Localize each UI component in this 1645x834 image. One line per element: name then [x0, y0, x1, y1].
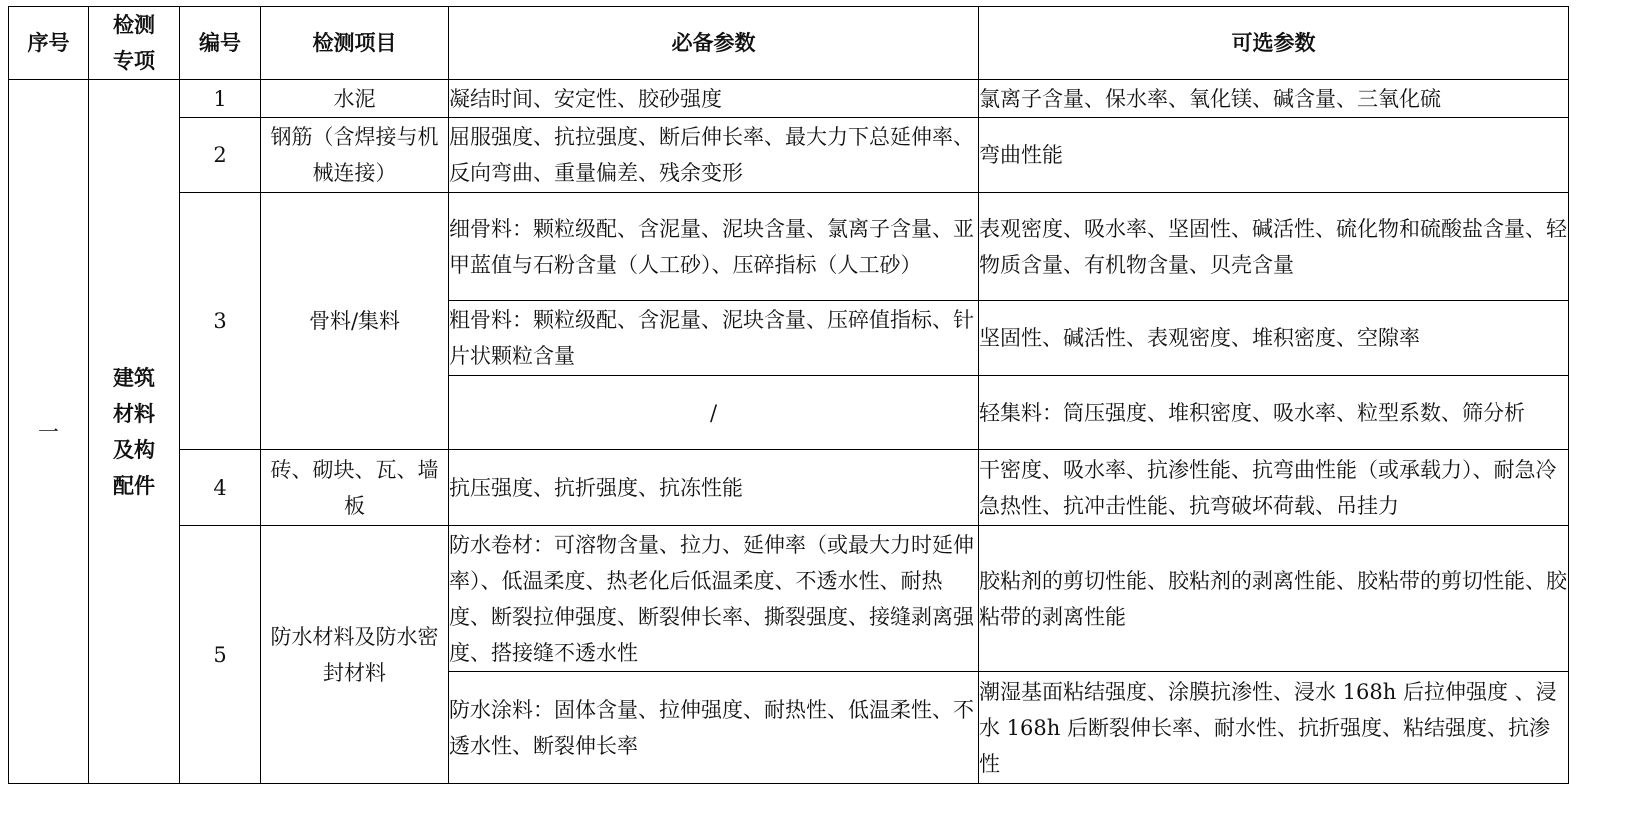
row-item: 防水材料及防水密封材料	[261, 526, 449, 784]
row-optional: 氯离子含量、保水率、氧化镁、碱含量、三氧化硫	[979, 80, 1569, 118]
row-required: 防水卷材：可溶物含量、拉力、延伸率（或最大力时延伸率）、低温柔度、热老化后低温柔度、不透水性、耐热度、断裂拉伸强度、断裂伸长率、撕裂强度、接缝剥离强度、搭接缝不透水性	[449, 526, 979, 672]
row-code: 4	[180, 450, 261, 526]
row-code: 3	[180, 193, 261, 450]
row-required: 屈服强度、抗拉强度、断后伸长率、最大力下总延伸率、反向弯曲、重量偏差、残余变形	[449, 118, 979, 193]
header-optional: 可选参数	[979, 7, 1569, 80]
row-optional: 轻集料：筒压强度、堆积密度、吸水率、粒型系数、筛分析	[979, 376, 1569, 450]
row-required: 凝结时间、安定性、胶砂强度	[449, 80, 979, 118]
row-optional: 坚固性、碱活性、表观密度、堆积密度、空隙率	[979, 301, 1569, 376]
row-optional: 弯曲性能	[979, 118, 1569, 193]
group-name	[89, 80, 180, 784]
row-code: 5	[180, 526, 261, 784]
row-required: 细骨料：颗粒级配、含泥量、泥块含量、氯离子含量、亚甲蓝值与石粉含量（人工砂）、压碎指标（人工砂）	[449, 193, 979, 301]
row-code: 2	[180, 118, 261, 193]
table-row	[9, 80, 1569, 118]
header-row	[9, 7, 1569, 80]
row-optional: 胶粘剂的剪切性能、胶粘剂的剥离性能、胶粘带的剪切性能、胶粘带的剥离性能	[979, 526, 1569, 672]
row-item: 砖、砌块、瓦、墙板	[261, 450, 449, 526]
row-optional: 干密度、吸水率、抗渗性能、抗弯曲性能（或承载力）、耐急冷急热性、抗冲击性能、抗弯破坏荷载、吊挂力	[979, 450, 1569, 526]
group-name-line: 及构	[113, 437, 155, 462]
table-row	[9, 193, 1569, 301]
header-special-line2: 专项	[113, 49, 155, 73]
table-row	[9, 118, 1569, 193]
table-row	[9, 526, 1569, 672]
header-special-line1: 检测	[113, 13, 155, 37]
row-optional: 表观密度、吸水率、坚固性、碱活性、硫化物和硫酸盐含量、轻物质含量、有机物含量、贝壳含量	[979, 193, 1569, 301]
group-name-line: 材料	[113, 401, 155, 426]
header-code: 编号	[180, 7, 261, 80]
row-item: 水泥	[261, 80, 449, 118]
row-item: 钢筋（含焊接与机械连接）	[261, 118, 449, 193]
header-required: 必备参数	[449, 7, 979, 80]
row-required: 防水涂料：固体含量、拉伸强度、耐热性、低温柔性、不透水性、断裂伸长率	[449, 672, 979, 784]
row-item: 骨料/集料	[261, 193, 449, 450]
header-item: 检测项目	[261, 7, 449, 80]
header-special	[89, 7, 180, 80]
row-code: 1	[180, 80, 261, 118]
table-row	[9, 450, 1569, 526]
row-required: /	[449, 376, 979, 450]
group-name-line: 配件	[113, 473, 155, 498]
row-optional: 潮湿基面粘结强度、涂膜抗渗性、浸水 168h 后拉伸强度 、浸水 168h 后断裂伸长率、耐水性、抗折强度、粘结强度、抗渗性	[979, 672, 1569, 784]
group-seq: 一	[9, 80, 89, 784]
row-required: 抗压强度、抗折强度、抗冻性能	[449, 450, 979, 526]
row-required: 粗骨料：颗粒级配、含泥量、泥块含量、压碎值指标、针片状颗粒含量	[449, 301, 979, 376]
group-name-line: 建筑	[113, 365, 155, 390]
test-parameter-table	[8, 6, 1569, 784]
header-seq: 序号	[9, 7, 89, 80]
